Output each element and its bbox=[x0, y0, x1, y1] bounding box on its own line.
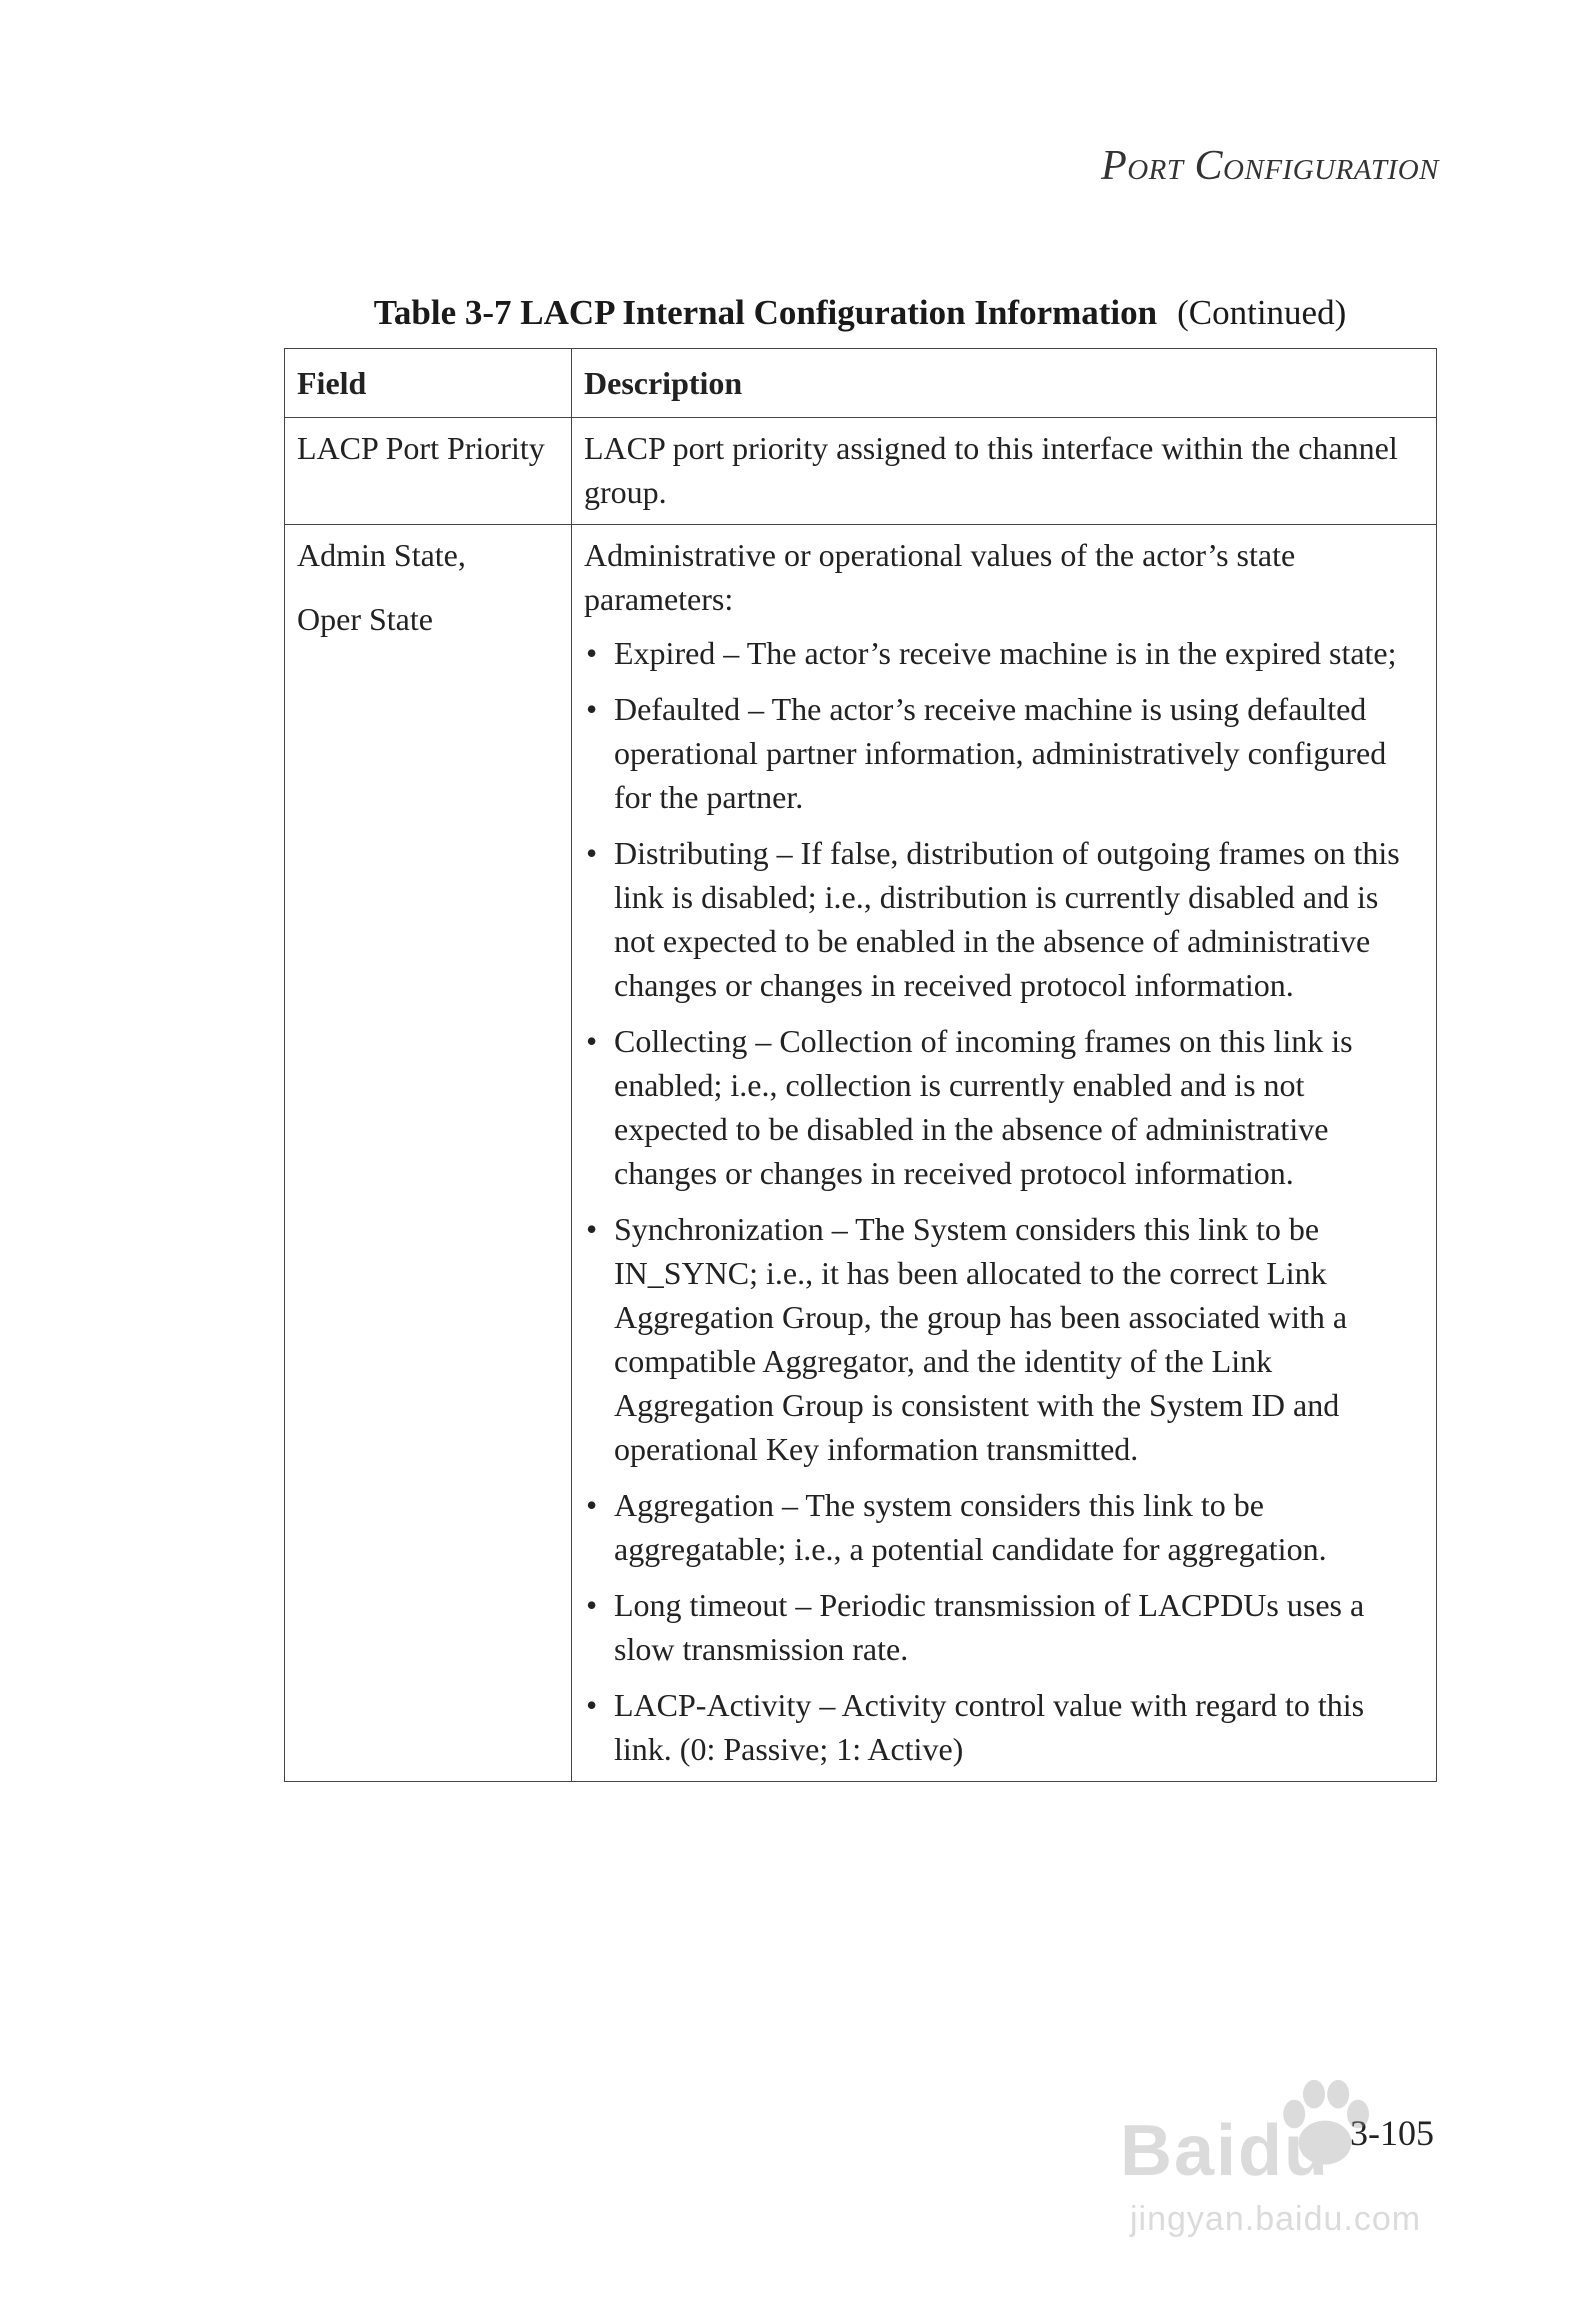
column-header-description: Description bbox=[572, 349, 1437, 418]
description-text: LACP port priority assigned to this interface within the channel group. bbox=[584, 430, 1398, 510]
running-header: Port Configuration bbox=[1101, 143, 1439, 189]
lacp-config-table bbox=[284, 348, 1437, 1782]
field-label: LACP Port Priority bbox=[297, 430, 545, 466]
watermark-url: jingyan.baidu.com bbox=[1130, 2200, 1422, 2238]
list-item: • Expired – The actor’s receive machine is in the expired state; bbox=[584, 631, 1426, 675]
table-caption-title: Table 3-7 LACP Internal Configuration Information bbox=[373, 293, 1158, 332]
description-cell bbox=[572, 418, 1437, 525]
page-number: 3-105 bbox=[1350, 2113, 1434, 2153]
list-item: • Long timeout – Periodic transmission of LACPDUs uses a slow transmission rate. bbox=[584, 1583, 1426, 1671]
baidu-watermark bbox=[1120, 2070, 1500, 2250]
list-item: • Synchronization – The System considers this link to be IN_SYNC; i.e., it has been allocated to the correct Link Aggregation Group, the group has been associated with a compatible Aggregator, and the identity of the Link Aggregation Group is consistent with the System ID and operational Key information transmitted. bbox=[584, 1207, 1426, 1471]
table-row bbox=[285, 418, 1437, 525]
list-item: • Collecting – Collection of incoming frames on this link is enabled; i.e., collection is currently enabled and is not expected to be disabled in the absence of administrative changes or changes in received protocol information. bbox=[584, 1019, 1426, 1195]
description-text: Administrative or operational values of the actor’s state parameters: bbox=[584, 537, 1296, 617]
table-caption-continued: (Continued) bbox=[1177, 293, 1347, 332]
column-header-field: Field bbox=[285, 349, 572, 418]
watermark-logo-text: Baidu bbox=[1120, 2111, 1331, 2191]
field-label: Admin State, bbox=[297, 537, 466, 573]
state-parameter-list bbox=[584, 631, 1426, 1771]
table-caption bbox=[284, 293, 1436, 333]
table-header-row bbox=[285, 349, 1437, 418]
field-cell bbox=[285, 418, 572, 525]
list-item: • Distributing – If false, distribution of outgoing frames on this link is disabled; i.e., distribution is currently disabled and is not expected to be enabled in the absence of administrative changes or changes in received protocol information. bbox=[584, 831, 1426, 1007]
description-cell bbox=[572, 525, 1437, 1782]
list-item: • Aggregation – The system considers this link to be aggregatable; i.e., a potential candidate for aggregation. bbox=[584, 1483, 1426, 1571]
field-cell bbox=[285, 525, 572, 1782]
table-row bbox=[285, 525, 1437, 1782]
list-item: • LACP-Activity – Activity control value with regard to this link. (0: Passive; 1: Active) bbox=[584, 1683, 1426, 1771]
list-item: • Defaulted – The actor’s receive machine is using defaulted operational partner information, administratively configured for the partner. bbox=[584, 687, 1426, 819]
field-label: Oper State bbox=[297, 601, 433, 637]
